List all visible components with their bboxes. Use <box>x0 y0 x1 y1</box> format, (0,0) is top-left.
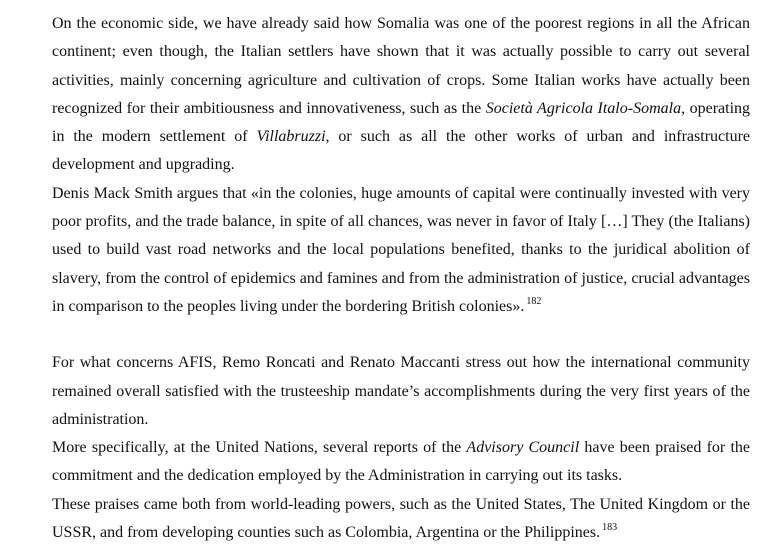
paragraph-text: Denis Mack Smith argues that «in the colonies, huge amounts of capital were continually invested with very poor profits, and the trade balance, in spite of all chances, was never in favor of Italy […] They (the Italians) used to build vast road networks and the local populations benefited, thanks to the juridical abolition of slavery, from the control of epidemics and famines and from the administration of justice, crucial advantages in comparison to the peoples living under the bordering British colonies». <box>52 184 750 315</box>
paragraph-afis <box>52 349 750 434</box>
paragraph-economic-side <box>52 10 750 180</box>
italic-term-societa-agricola: Società Agricola Italo-Somala <box>485 99 682 117</box>
paragraph-text: For what concerns AFIS, Remo Roncati and Renato Maccanti stress out how the international community remained overall satisfied with the trusteeship mandate’s accomplishments during the very first years of the administration. <box>52 354 750 428</box>
paragraph-united-nations <box>52 434 750 491</box>
paragraph-mack-smith-quote <box>52 180 750 321</box>
paragraph-text: More specifically, at the United Nations, several reports of the <box>52 439 467 457</box>
paragraph-text: , or such as all the other works of urban and infrastructure development and upgrading. <box>52 128 751 174</box>
paragraph-text: On the economic side, we have already said how Somalia was one of the poorest regions in all the African continent; even though, the Italian settlers have shown that it was actually possible to carry out several activities, mainly concerning agriculture and cultivation of crops. Some Italian works have actually been recognized for their ambitiousness and innovativeness, such as the <box>52 15 750 117</box>
footnote-ref-182: 182 <box>526 295 542 307</box>
document-page <box>52 10 750 547</box>
footnote-ref-183: 183 <box>602 522 618 534</box>
paragraph-text: These praises came both from world-leading powers, such as the United States, The United Kingdom or the USSR, and from developing counties such as Colombia, Argentina or the Philippines. <box>52 495 750 542</box>
paragraph-text: have been praised for the commitment and the dedication employed by the Administration in carrying out its tasks. <box>52 439 750 485</box>
paragraph-praises <box>52 491 750 548</box>
paragraph-text: , operating in the modern settlement of <box>52 99 751 146</box>
italic-term-advisory-council: Advisory Council <box>466 439 580 457</box>
paragraph-spacer <box>52 321 750 349</box>
italic-term-villabruzzi: Villabruzzi <box>256 128 326 146</box>
